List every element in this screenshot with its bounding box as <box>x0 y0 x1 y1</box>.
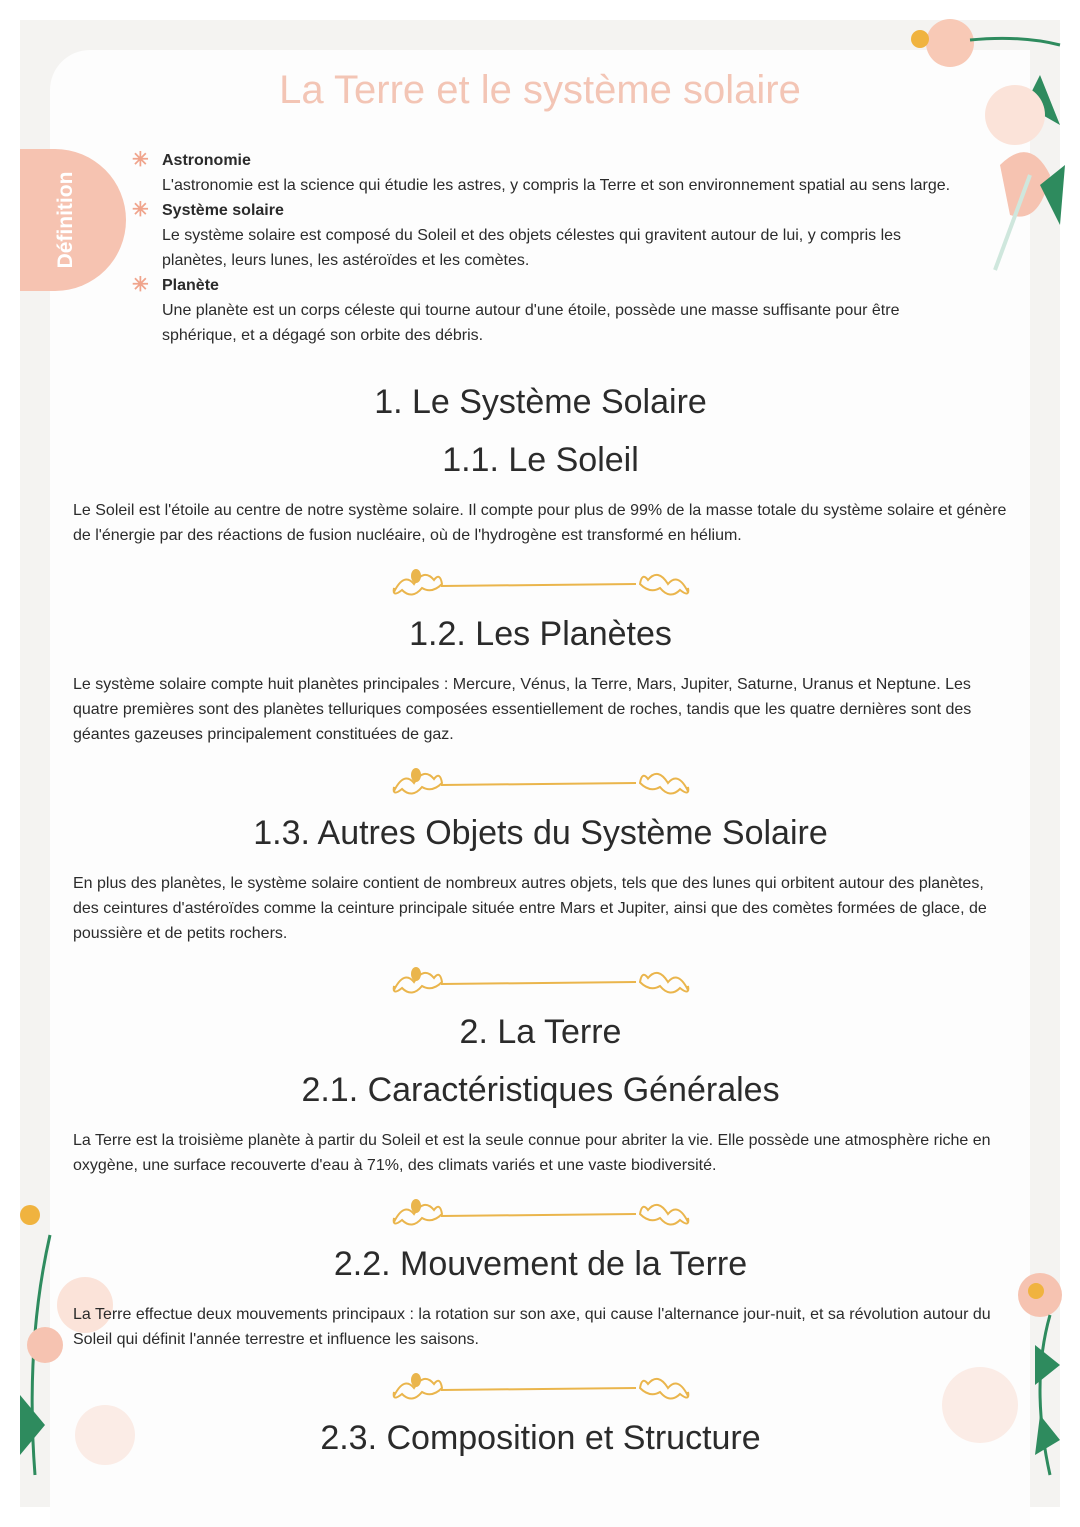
heading-section-1: 1. Le Système Solaire <box>374 383 707 421</box>
flower-bullet-icon: ✳ <box>132 199 149 221</box>
ornament-divider <box>73 956 1008 1008</box>
definition-term: Planète <box>162 277 219 294</box>
definition-text: Le système solaire est composé du Soleil et des objets célestes qui gravitent autour de lui, y compris les planètes, leurs lunes, les astéroïdes et les comètes. <box>162 227 902 269</box>
definition-item <box>132 198 1012 273</box>
definition-text: L'astronomie est la science qui étudie les astres, y compris la Terre et son environnement spatial au sens large. <box>162 177 951 194</box>
definition-item <box>132 148 1012 198</box>
paragraph-caracteristiques: La Terre est la troisième planète à partir du Soleil et est la seule connue pour abriter la vie. Elle possède une atmosphère riche en oxygène, une surface recouverte d'eau à 71%, des climats variés et une vaste biodiversité. <box>73 1132 991 1174</box>
definitions-list <box>132 148 1012 348</box>
flower-bullet-icon: ✳ <box>132 149 149 171</box>
laurel-divider-icon <box>386 960 696 1004</box>
paragraph-soleil: Le Soleil est l'étoile au centre de notre système solaire. Il compte pour plus de 99% de la masse totale du système solaire et génère de l'énergie par des réactions de fusion nucléaire, où de l'hydrogène est transformé en hélium. <box>73 502 1007 544</box>
laurel-divider-icon <box>386 761 696 805</box>
paragraph-mouvement: La Terre effectue deux mouvements principaux : la rotation sur son axe, qui cause l'alternance jour-nuit, et sa révolution autour du Soleil qui définit l'année terrestre et influence les saisons. <box>73 1306 991 1348</box>
heading-section-1-1: 1.1. Le Soleil <box>442 441 639 479</box>
heading-section-2-2: 2.2. Mouvement de la Terre <box>333 1245 748 1283</box>
definition-item <box>132 273 1012 348</box>
main-content <box>73 380 1008 1460</box>
ornament-divider <box>73 757 1008 809</box>
heading-section-2: 2. La Terre <box>459 1013 622 1051</box>
flower-bullet-icon: ✳ <box>132 274 149 296</box>
paragraph-autres-objets: En plus des planètes, le système solaire contient de nombreux autres objets, tels que des lunes qui orbitent autour des planètes, des ceintures d'astéroïdes comme la ceinture principale située entre Mars et Jupiter, ainsi que des comètes formées de glace, de poussière et de petits rochers. <box>73 875 987 942</box>
page-title: La Terre et le système solaire <box>279 68 801 112</box>
heading-section-2-1: 2.1. Caractéristiques Générales <box>301 1071 780 1109</box>
paragraph-planetes: Le système solaire compte huit planètes principales : Mercure, Vénus, la Terre, Mars, Jupiter, Saturne, Uranus et Neptune. Les quatre premières sont des planètes telluriques composées essentiellement de roches, tandis que les quatre dernières sont des géantes gazeuses principalement constituées de gaz. <box>73 676 972 743</box>
heading-section-1-3: 1.3. Autres Objets du Système Solaire <box>253 814 828 852</box>
heading-section-1-2: 1.2. Les Planètes <box>409 615 672 653</box>
definition-term: Système solaire <box>162 202 284 219</box>
ornament-divider <box>73 1362 1008 1414</box>
definition-tab-label: Définition <box>54 171 77 269</box>
definition-term: Astronomie <box>162 152 251 169</box>
heading-section-2-3: 2.3. Composition et Structure <box>320 1419 761 1457</box>
laurel-divider-icon <box>386 1192 696 1236</box>
laurel-divider-icon <box>386 1366 696 1410</box>
definition-text: Une planète est un corps céleste qui tourne autour d'une étoile, possède une masse suffisante pour être sphérique, et a dégagé son orbite des débris. <box>162 302 900 344</box>
ornament-divider <box>73 558 1008 610</box>
ornament-divider <box>73 1188 1008 1240</box>
laurel-divider-icon <box>386 562 696 606</box>
